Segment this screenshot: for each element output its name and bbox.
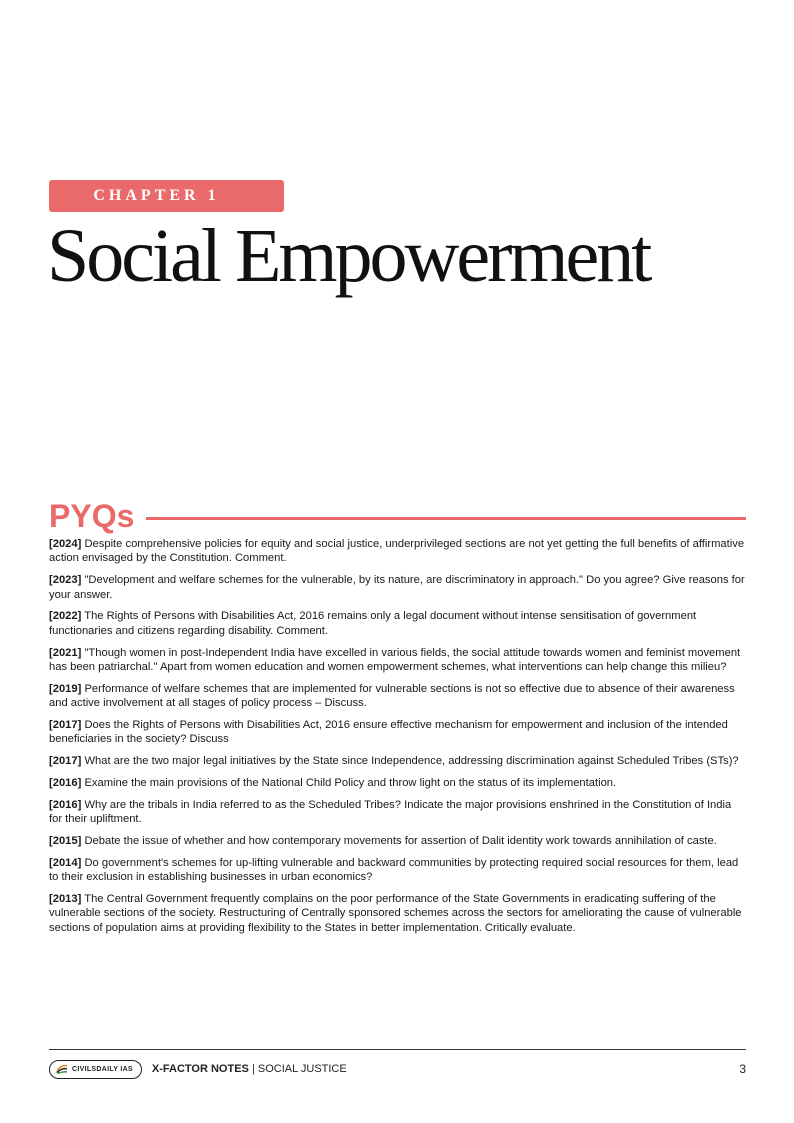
question-year: [2023] — [49, 574, 82, 587]
question-text: "Though women in post-Independent India have excelled in various fields, the social attitude towards women and feminist movement has been patriarchal." Apart from women education and women empowerment schemes, what interventions can help change this milieu? — [49, 646, 741, 674]
footer-series: X-FACTOR NOTES — [151, 1063, 249, 1075]
question-year: [2017] — [49, 719, 82, 732]
question-item — [49, 573, 746, 602]
question-item — [49, 718, 746, 747]
question-text: Examine the main provisions of the National Child Policy and throw light on the status of its implementation. — [81, 777, 617, 790]
question-text: Do government's schemes for up-lifting vulnerable and backward communities by protecting required social resources for them, lead to their exclusion in establishing businesses in urban economics? — [49, 856, 739, 884]
chapter-title: Social Empowerment — [47, 214, 650, 298]
question-year: [2013] — [49, 893, 82, 906]
footer-separator: | — [248, 1063, 258, 1075]
question-text: What are the two major legal initiatives by the State since Independence, addressing discrimination against Scheduled Tribes (STs)? — [81, 755, 739, 768]
footer-running-title — [152, 1063, 347, 1075]
question-text: Despite comprehensive policies for equity and social justice, underprivileged sections are not yet getting the full benefits of affirmative action envisaged by the Constitution. Comment. — [49, 538, 745, 565]
question-year: [2014] — [49, 856, 82, 869]
page-footer — [49, 1058, 746, 1080]
question-item — [49, 609, 746, 638]
question-text: Does the Rights of Persons with Disabilities Act, 2016 ensure effective mechanism for empowerment and inclusion of the intended beneficiaries in the society? Discuss — [49, 719, 728, 746]
question-year: [2021] — [49, 646, 82, 659]
question-text: The Rights of Persons with Disabilities Act, 2016 remains only a legal document without intense sensitisation of government functionaries and citizens regarding disability. Comment. — [49, 610, 697, 637]
question-item — [49, 646, 746, 675]
question-year: [2016] — [49, 777, 82, 790]
question-text: Performance of welfare schemes that are implemented for vulnerable sections is not so effective due to absence of their awareness and active involvement at all stages of policy process – Discuss. — [49, 682, 735, 710]
question-text: Why are the tribals in India referred to as the Scheduled Tribes? Indicate the major provisions enshrined in the Constitution of India for their upliftment. — [49, 798, 732, 826]
civilsdaily-logo — [49, 1060, 142, 1079]
question-year: [2019] — [49, 682, 82, 695]
question-item — [49, 537, 746, 566]
question-item — [49, 798, 746, 827]
chapter-badge — [49, 180, 284, 212]
question-list — [49, 537, 746, 943]
question-text: The Central Government frequently complains on the poor performance of the State Governments in eradicating suffering of the vulnerable sections of the society. Restructuring of Centrally sponsored schemes across the sectors for ameliorating the cause of vulnerable sections of population aims at providing flexibility to the States in better implementation. Critically evaluate. — [49, 893, 742, 934]
question-item — [49, 776, 746, 790]
question-item — [49, 682, 746, 711]
question-item — [49, 754, 746, 768]
question-year: [2017] — [49, 755, 82, 768]
question-year: [2015] — [49, 835, 82, 848]
footer-divider — [49, 1049, 746, 1050]
question-text: "Development and welfare schemes for the vulnerable, by its nature, are discriminatory in approach." Do you agree? Give reasons for your answer. — [49, 574, 745, 601]
logo-text: CIVILSDAILY IAS — [72, 1065, 133, 1073]
pyq-section-header — [49, 496, 746, 536]
question-item — [49, 892, 746, 935]
tricolor-swirl-icon — [56, 1064, 68, 1074]
chapter-label: CHAPTER 1 — [93, 187, 220, 204]
question-year: [2024] — [49, 538, 82, 550]
footer-subject: SOCIAL JUSTICE — [257, 1063, 347, 1075]
question-item — [49, 834, 746, 848]
pyq-heading-rule — [146, 517, 746, 520]
question-year: [2016] — [49, 798, 82, 811]
question-year: [2022] — [49, 610, 82, 623]
question-text: Debate the issue of whether and how contemporary movements for assertion of Dalit identity work towards annihilation of caste. — [81, 835, 717, 848]
page-number: 3 — [739, 1062, 746, 1076]
question-item — [49, 856, 746, 885]
pyq-heading: PYQs — [49, 498, 135, 534]
